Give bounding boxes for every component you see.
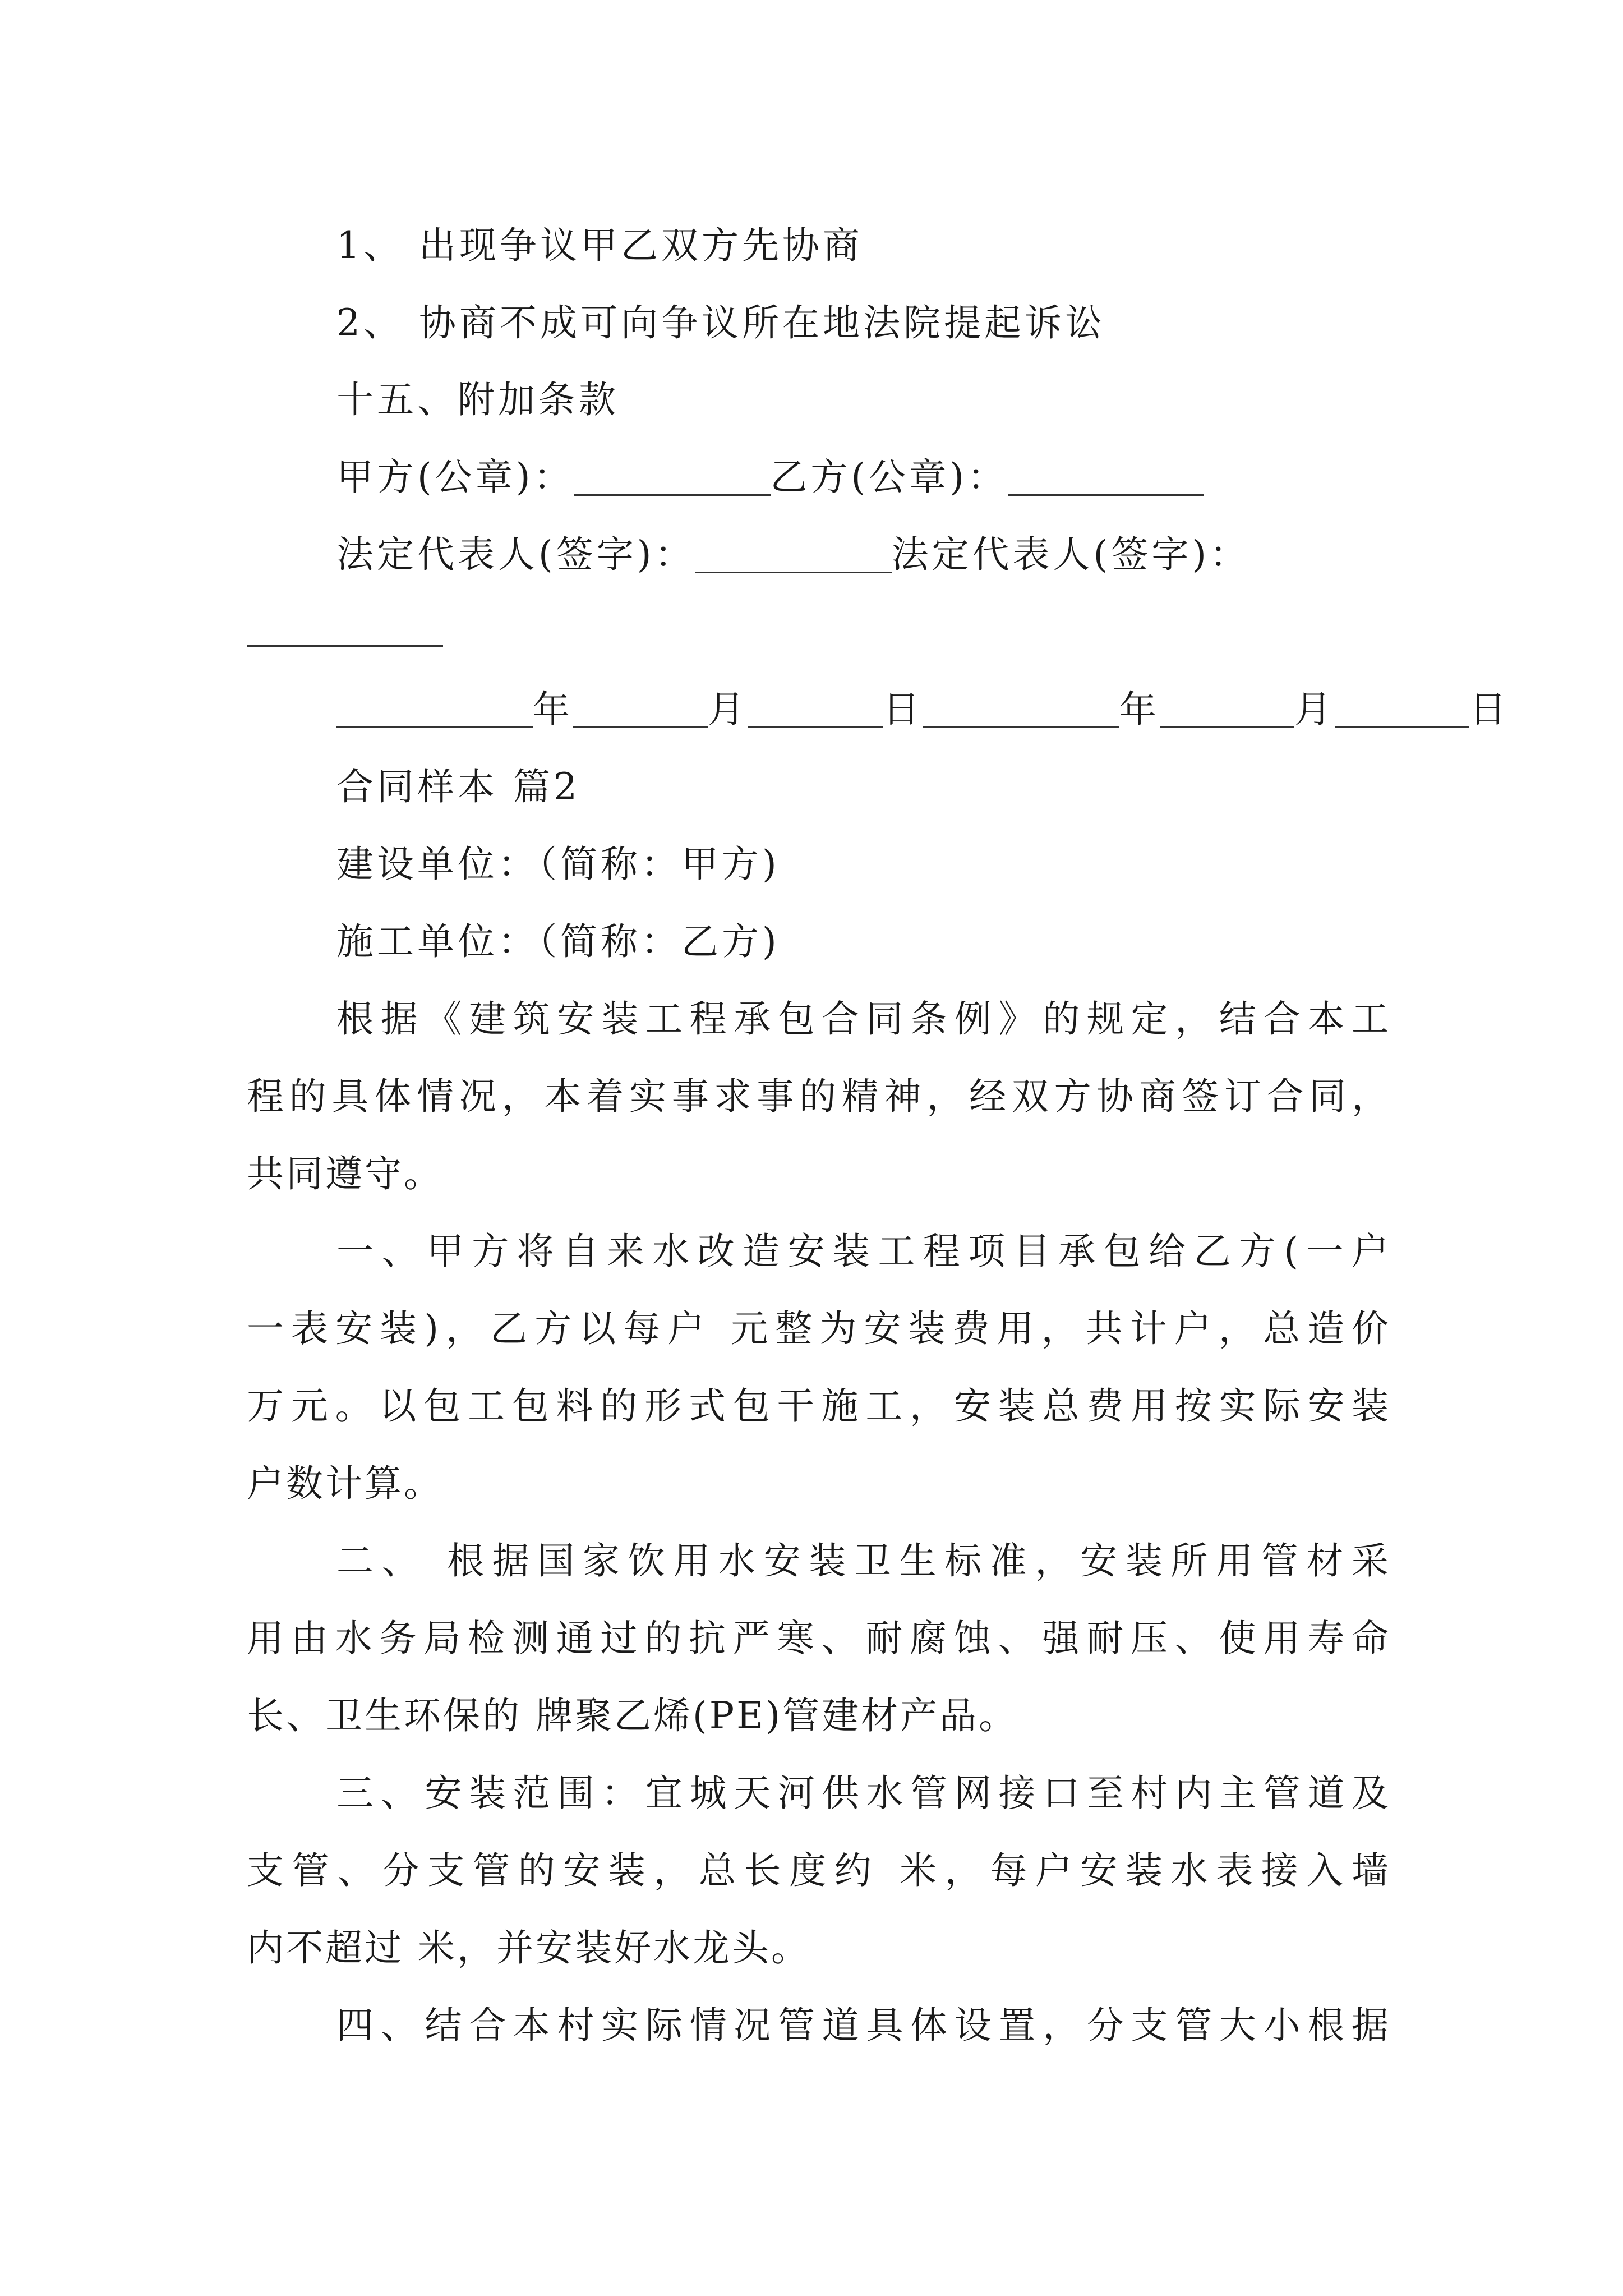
date-b-day-blank [1335,693,1469,728]
contractor-unit: 施工单位：（简称：乙方) [336,920,780,963]
date-a-month-blank [573,693,708,728]
representative-line [336,533,1250,576]
rep-b-label: 法定代表人(签字)： [891,533,1250,576]
seal-line [336,455,1204,499]
date-b-year-blank [923,693,1119,728]
contract-title: 合同样本 篇2 [336,765,580,808]
date-b-month-label: 月 [1294,688,1335,731]
clause-4-line: 四、结合本村实际情况管道具体设置，分支管大小根据 [336,2004,1391,2047]
date-a-day-blank [748,693,883,728]
date-line [336,688,1510,731]
clause-1-line: 一、甲方将自来水改造安装工程项目承包给乙方(一户 [336,1230,1391,1273]
date-b-day-label: 日 [1469,688,1510,731]
dispute-item-1: 1、 出现争议甲乙双方先协商 [336,224,863,267]
rep-a-blank [695,538,892,573]
clause-2-line: 用由水务局检测通过的抗严寒、耐腐蚀、强耐压、使用寿命 [247,1617,1391,1660]
clause-2-line: 长、卫生环保的 牌聚乙烯(PE)管建材产品。 [247,1694,1018,1737]
party-a-seal-blank [574,461,771,496]
party-b-seal-label: 乙方(公章)： [770,455,1008,499]
dispute-item-2: 2、 协商不成可向争议所在地法院提起诉讼 [336,301,1105,344]
clause-1-line: 一表安装)，乙方以每户 元整为安装费用，共计户，总造价 [247,1307,1391,1350]
intro-line: 共同遵守。 [247,1152,443,1195]
party-a-seal-label: 甲方(公章)： [336,455,574,499]
clause-1-line: 户数计算。 [247,1462,443,1505]
clause-1-line: 万元。以包工包料的形式包干施工，安装总费用按实际安装 [247,1384,1391,1428]
date-a-year-label: 年 [533,688,573,731]
intro-line: 根据《建筑安装工程承包合同条例》的规定，结合本工 [336,997,1391,1041]
clause-3-line: 内不超过 米，并安装好水龙头。 [247,1926,810,1970]
clause-3-line: 三、安装范围：宜城天河供水管网接口至村内主管道及 [336,1772,1391,1815]
date-a-year-blank [336,693,533,728]
section-heading: 十五、附加条款 [336,378,619,421]
date-b-month-blank [1160,693,1294,728]
party-b-seal-blank [1008,461,1204,496]
rep-b-blank [247,645,443,647]
date-a-month-label: 月 [708,688,748,731]
clause-2-line: 二、 根据国家饮用水安装卫生标准，安装所用管材采 [336,1539,1391,1582]
clause-3-line: 支管、分支管的安装，总长度约 米，每户安装水表接入墙 [247,1849,1391,1892]
builder-unit: 建设单位：（简称：甲方) [336,843,780,886]
date-b-year-label: 年 [1119,688,1160,731]
rep-a-label: 法定代表人(签字)： [336,533,695,576]
intro-line: 程的具体情况，本着实事求事的精神，经双方协商签订合同， [247,1075,1391,1118]
date-a-day-label: 日 [883,688,923,731]
